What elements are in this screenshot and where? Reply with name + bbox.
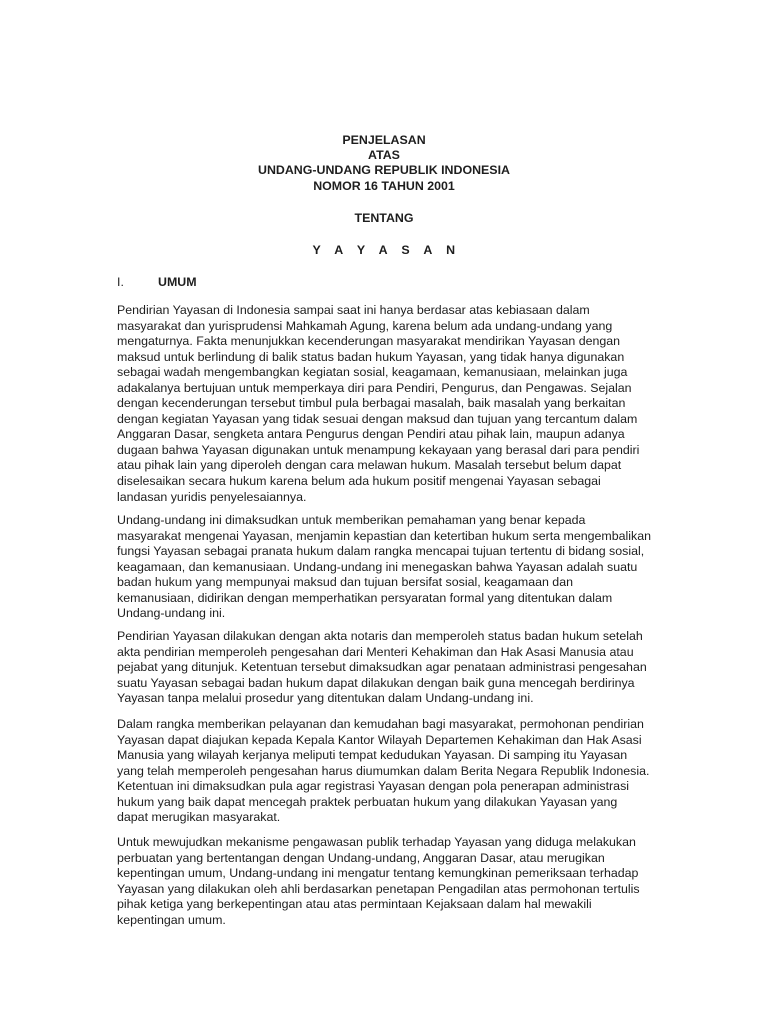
paragraph-line: perbuatan yang bertentangan dengan Undang-undang, Anggaran Dasar, atau merugikan — [117, 850, 605, 865]
subject-heading: Y A Y A S A N — [312, 243, 461, 257]
paragraph-line: akta pendirian memperoleh pengesahan dari Menteri Kehakiman dan Hak Asasi Manusia atau — [117, 644, 634, 659]
paragraph-line: Ketentuan ini dimaksudkan pula agar registrasi Yayasan dengan pola penerapan administrasi — [117, 779, 630, 794]
paragraph-line: dengan kecenderungan tersebut timbul pula berbagai masalah, baik masalah yang berkaitan — [117, 396, 626, 411]
paragraph-line: sebagai wadah mengembangkan kegiatan sosial, keagamaan, kemanusiaan, melainkan juga — [117, 365, 628, 380]
paragraph-line: Undang-undang ini. — [117, 606, 226, 621]
section-number: I. — [117, 275, 124, 289]
paragraph-line: kemanusiaan, didirikan dengan memperhatikan persyaratan formal yang ditentukan dalam — [117, 590, 613, 605]
title-line: UNDANG-UNDANG REPUBLIK INDONESIA — [258, 163, 510, 178]
paragraph — [117, 629, 662, 707]
paragraph-line: diselesaikan secara hukum karena belum ada hukum positif mengenai Yayasan sebagai — [117, 474, 601, 489]
paragraph-line: Yayasan dapat diajukan kepada Kepala Kantor Wilayah Departemen Kehakiman dan Hak Asasi — [117, 732, 642, 747]
paragraph-line: yang telah memperoleh pengesahan harus diumumkan dalam Berita Negara Republik Indonesia. — [117, 763, 650, 778]
paragraph-line: dengan kegiatan Yayasan yang tidak sesuai dengan maksud dan tujuan yang tercantum dalam — [117, 411, 638, 426]
document-title — [0, 133, 768, 194]
paragraph — [117, 835, 662, 928]
paragraph-line: Yayasan tanpa melalui prosedur yang ditentukan dalam Undang-undang ini. — [117, 691, 534, 706]
paragraph-line: mengaturnya. Fakta menunjukkan kecenderungan masyarakat mendirikan Yayasan dengan — [117, 334, 621, 349]
paragraph-line: Pendirian Yayasan dilakukan dengan akta notaris dan memperoleh status badan hukum setelah — [117, 629, 643, 643]
section-title: UMUM — [158, 275, 197, 289]
paragraph-line: Dalam rangka memberikan pelayanan dan kemudahan bagi masyarakat, permohonan pendirian — [117, 717, 644, 731]
paragraph-line: Anggaran Dasar, sengketa antara Pengurus dengan Pendiri atau pihak lain, maupun adanya — [117, 427, 625, 442]
title-line: NOMOR 16 TAHUN 2001 — [313, 178, 455, 193]
paragraph-line: kepentingan umum. — [117, 912, 226, 927]
paragraph-line: suatu Yayasan sebagai badan hukum dapat dilakukan dengan baik guna mencegah berdirinya — [117, 675, 635, 690]
paragraph-line: Manusia yang wilayah kerjanya meliputi tempat kedudukan Yayasan. Di samping itu Yayasan — [117, 748, 628, 763]
paragraph-line: kepentingan umum, Undang-undang ini mengatur tentang kemungkinan pemeriksaan terhadap — [117, 866, 639, 881]
paragraph-line: fungsi Yayasan sebagai pranata hukum dalam rangka mencapai tujuan tertentu di bidang sosial, — [117, 544, 645, 559]
paragraph-line: dugaan bahwa Yayasan digunakan untuk menampung kekayaan yang berasal dari para pendiri — [117, 442, 640, 457]
paragraph — [117, 303, 662, 505]
paragraph-line: pejabat yang ditunjuk. Ketentuan tersebut dimaksudkan agar penataan administrasi pengesahan — [117, 660, 647, 675]
paragraph-line: badan hukum yang mempunyai maksud dan tujuan bersifat sosial, keagamaan dan — [117, 575, 573, 590]
paragraph-line: Undang-undang ini dimaksudkan untuk memberikan pemahaman yang benar kepada — [117, 513, 586, 527]
paragraph-line: adakalanya bertujuan untuk memperkaya diri para Pendiri, Pengurus, dan Pengawas. Sejalan — [117, 380, 632, 395]
paragraph-line: maksud untuk berlindung di balik status badan hukum Yayasan, yang tidak hanya digunakan — [117, 349, 625, 364]
paragraph — [117, 513, 662, 622]
paragraph-line: pihak ketiga yang berkepentingan atau atas permintaan Kejaksaan dalam hal mewakili — [117, 897, 592, 912]
paragraph-line: Untuk mewujudkan mekanisme pengawasan publik terhadap Yayasan yang diduga melakukan — [117, 835, 636, 849]
paragraph-line: dapat merugikan masyarakat. — [117, 810, 281, 825]
paragraph-line: landasan yuridis penyelesaiannya. — [117, 489, 307, 504]
paragraph-line: masyarakat mengenai Yayasan, menjamin kepastian dan ketertiban hukum serta mengembalikan — [117, 528, 652, 543]
paragraph-line: Yayasan yang dilakukan oleh ahli berdasarkan penetapan Pengadilan atas permohonan tertulis — [117, 881, 640, 896]
paragraph-line: Pendirian Yayasan di Indonesia sampai saat ini hanya berdasar atas kebiasaan dalam — [117, 303, 590, 317]
title-line: PENJELASAN — [342, 133, 426, 147]
paragraph-line: hukum yang baik dapat mencegah praktek perbuatan hukum yang dilakukan Yayasan yang — [117, 794, 618, 809]
paragraph-line: atau pihak lain yang diperoleh dengan cara melawan hukum. Masalah tersebut belum dapat — [117, 458, 622, 473]
paragraph-line: keagamaan, dan kemanusiaan. Undang-undang ini menegaskan bahwa Yayasan adalah suatu — [117, 559, 638, 574]
title-line: ATAS — [368, 148, 400, 163]
paragraph-line: masyarakat dan yurisprudensi Mahkamah Agung, karena belum ada undang-undang yang — [117, 318, 613, 333]
tentang-heading: TENTANG — [354, 211, 414, 225]
paragraph — [117, 717, 662, 826]
